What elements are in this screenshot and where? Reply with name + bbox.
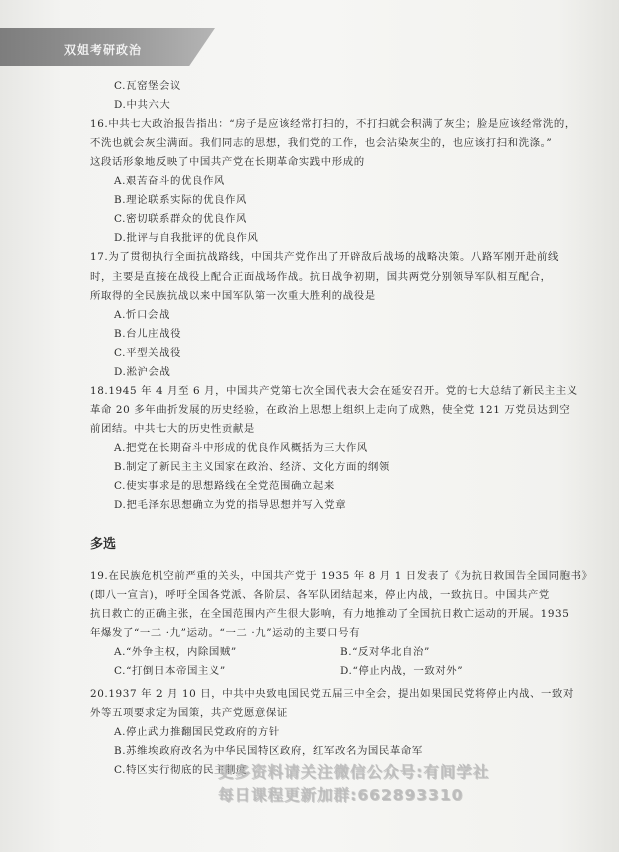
option-line: C.特区实行彻底的民主制度 [114,764,247,776]
option-line: B.苏维埃政府改名为中华民国特区政府，红军改名为国民革命军 [114,745,423,757]
question-18-stem: 革命 20 多年曲折发展的历史经验，在政治上思想上组织上走向了成熟，使全党 121 万党员达到空 [90,404,571,416]
header-title: 双姐考研政治 [64,43,143,57]
question-17-stem: 所取得的全民族抗战以来中国军队第一次重大胜利的战役是 [90,290,376,302]
question-18-stem: 前团结。中共七大的历史性贡献是 [90,423,255,435]
option-line: D.把毛泽东思想确立为党的指导思想并写入党章 [114,499,347,511]
question-17-stem: 时，主要是直接在战役上配合正面战场作战。抗日战争初期，国共两党分别领导军队相互配合， [90,271,552,283]
section-title-multiple-choice: 多选 [90,537,117,552]
question-19-stem: 抗日救亡的正确主张，在全国范围内产生很大影响，有力地推动了全国抗日救亡运动的开展。1935 [90,608,570,620]
option-line: A.停止武力推翻国民党政府的方针 [114,726,280,738]
option-line: A.“外争主权，内除国贼” [114,646,237,658]
option-line: A.把党在长期奋斗中形成的优良作风概括为三大作风 [114,442,368,454]
option-line: B.制定了新民主主义国家在政治、经济、文化方面的纲领 [114,461,390,473]
watermark-line-1: 更多资料请关注微信公众号:有间学社 [218,763,490,781]
question-19-stem: 年爆发了“一二 ·九”运动。“一二 ·九”运动的主要口号有 [90,627,361,639]
option-line: C.密切联系群众的优良作风 [114,213,247,225]
option-line: B.“反对华北自治” [340,646,430,658]
question-16-stem: 不洗也就会灰尘满面。我们同志的思想，我们党的工作，也会沾染灰尘的，也应该打扫和洗涤。” [90,137,553,149]
option-line: D.淞沪会战 [114,366,171,378]
option-line: D.批评与自我批评的优良作风 [114,232,259,244]
question-19-stem: (即八一宣言)，呼吁全国各党派、各阶层、各军队团结起来，停止内战，一致抗日。中国共产党 [90,589,550,601]
option-line: A.忻口会战 [114,309,170,321]
question-17-stem: 17.为了贯彻执行全面抗战路线，中国共产党作出了开辟敌后战场的战略决策。八路军刚开赴前线 [90,251,559,263]
option-line: D.“停止内战，一致对外” [340,665,464,677]
question-20-stem: 20.1937 年 2 月 10 日，中共中央致电国民党五届三中全会，提出如果国民党将停止内战、一致对 [90,688,574,700]
option-line: C.使实事求是的思想路线在全党范围确立起来 [114,480,335,492]
question-16-stem: 16.中共七大政治报告指出：“房子是应该经常打扫的，不打扫就会积满了灰尘；脸是应该经常洗的， [90,118,576,130]
watermark-line-2: 每日课程更新加群:662893310 [218,786,464,804]
option-line: A.艰苦奋斗的优良作风 [114,175,225,187]
option-line: D.中共六大 [114,99,171,111]
option-line: B.台儿庄战役 [114,328,182,340]
option-line: B.理论联系实际的优良作风 [114,194,248,206]
option-line: C.瓦窑堡会议 [114,80,182,92]
option-line: C.平型关战役 [114,347,182,359]
question-16-stem: 这段话形象地反映了中国共产党在长期革命实践中形成的 [90,156,365,168]
option-line: C.“打倒日本帝国主义” [114,665,226,677]
question-19-stem: 19.在民族危机空前严重的关头，中国共产党于 1935 年 8 月 1 日发表了《为抗日救国告全国同胞书》 [90,570,593,582]
question-18-stem: 18.1945 年 4 月至 6 月，中国共产党第七次全国代表大会在延安召开。党的七大总结了新民主主义 [90,385,578,397]
question-20-stem: 外等五项要求定为国策，共产党愿意保证 [90,707,288,719]
